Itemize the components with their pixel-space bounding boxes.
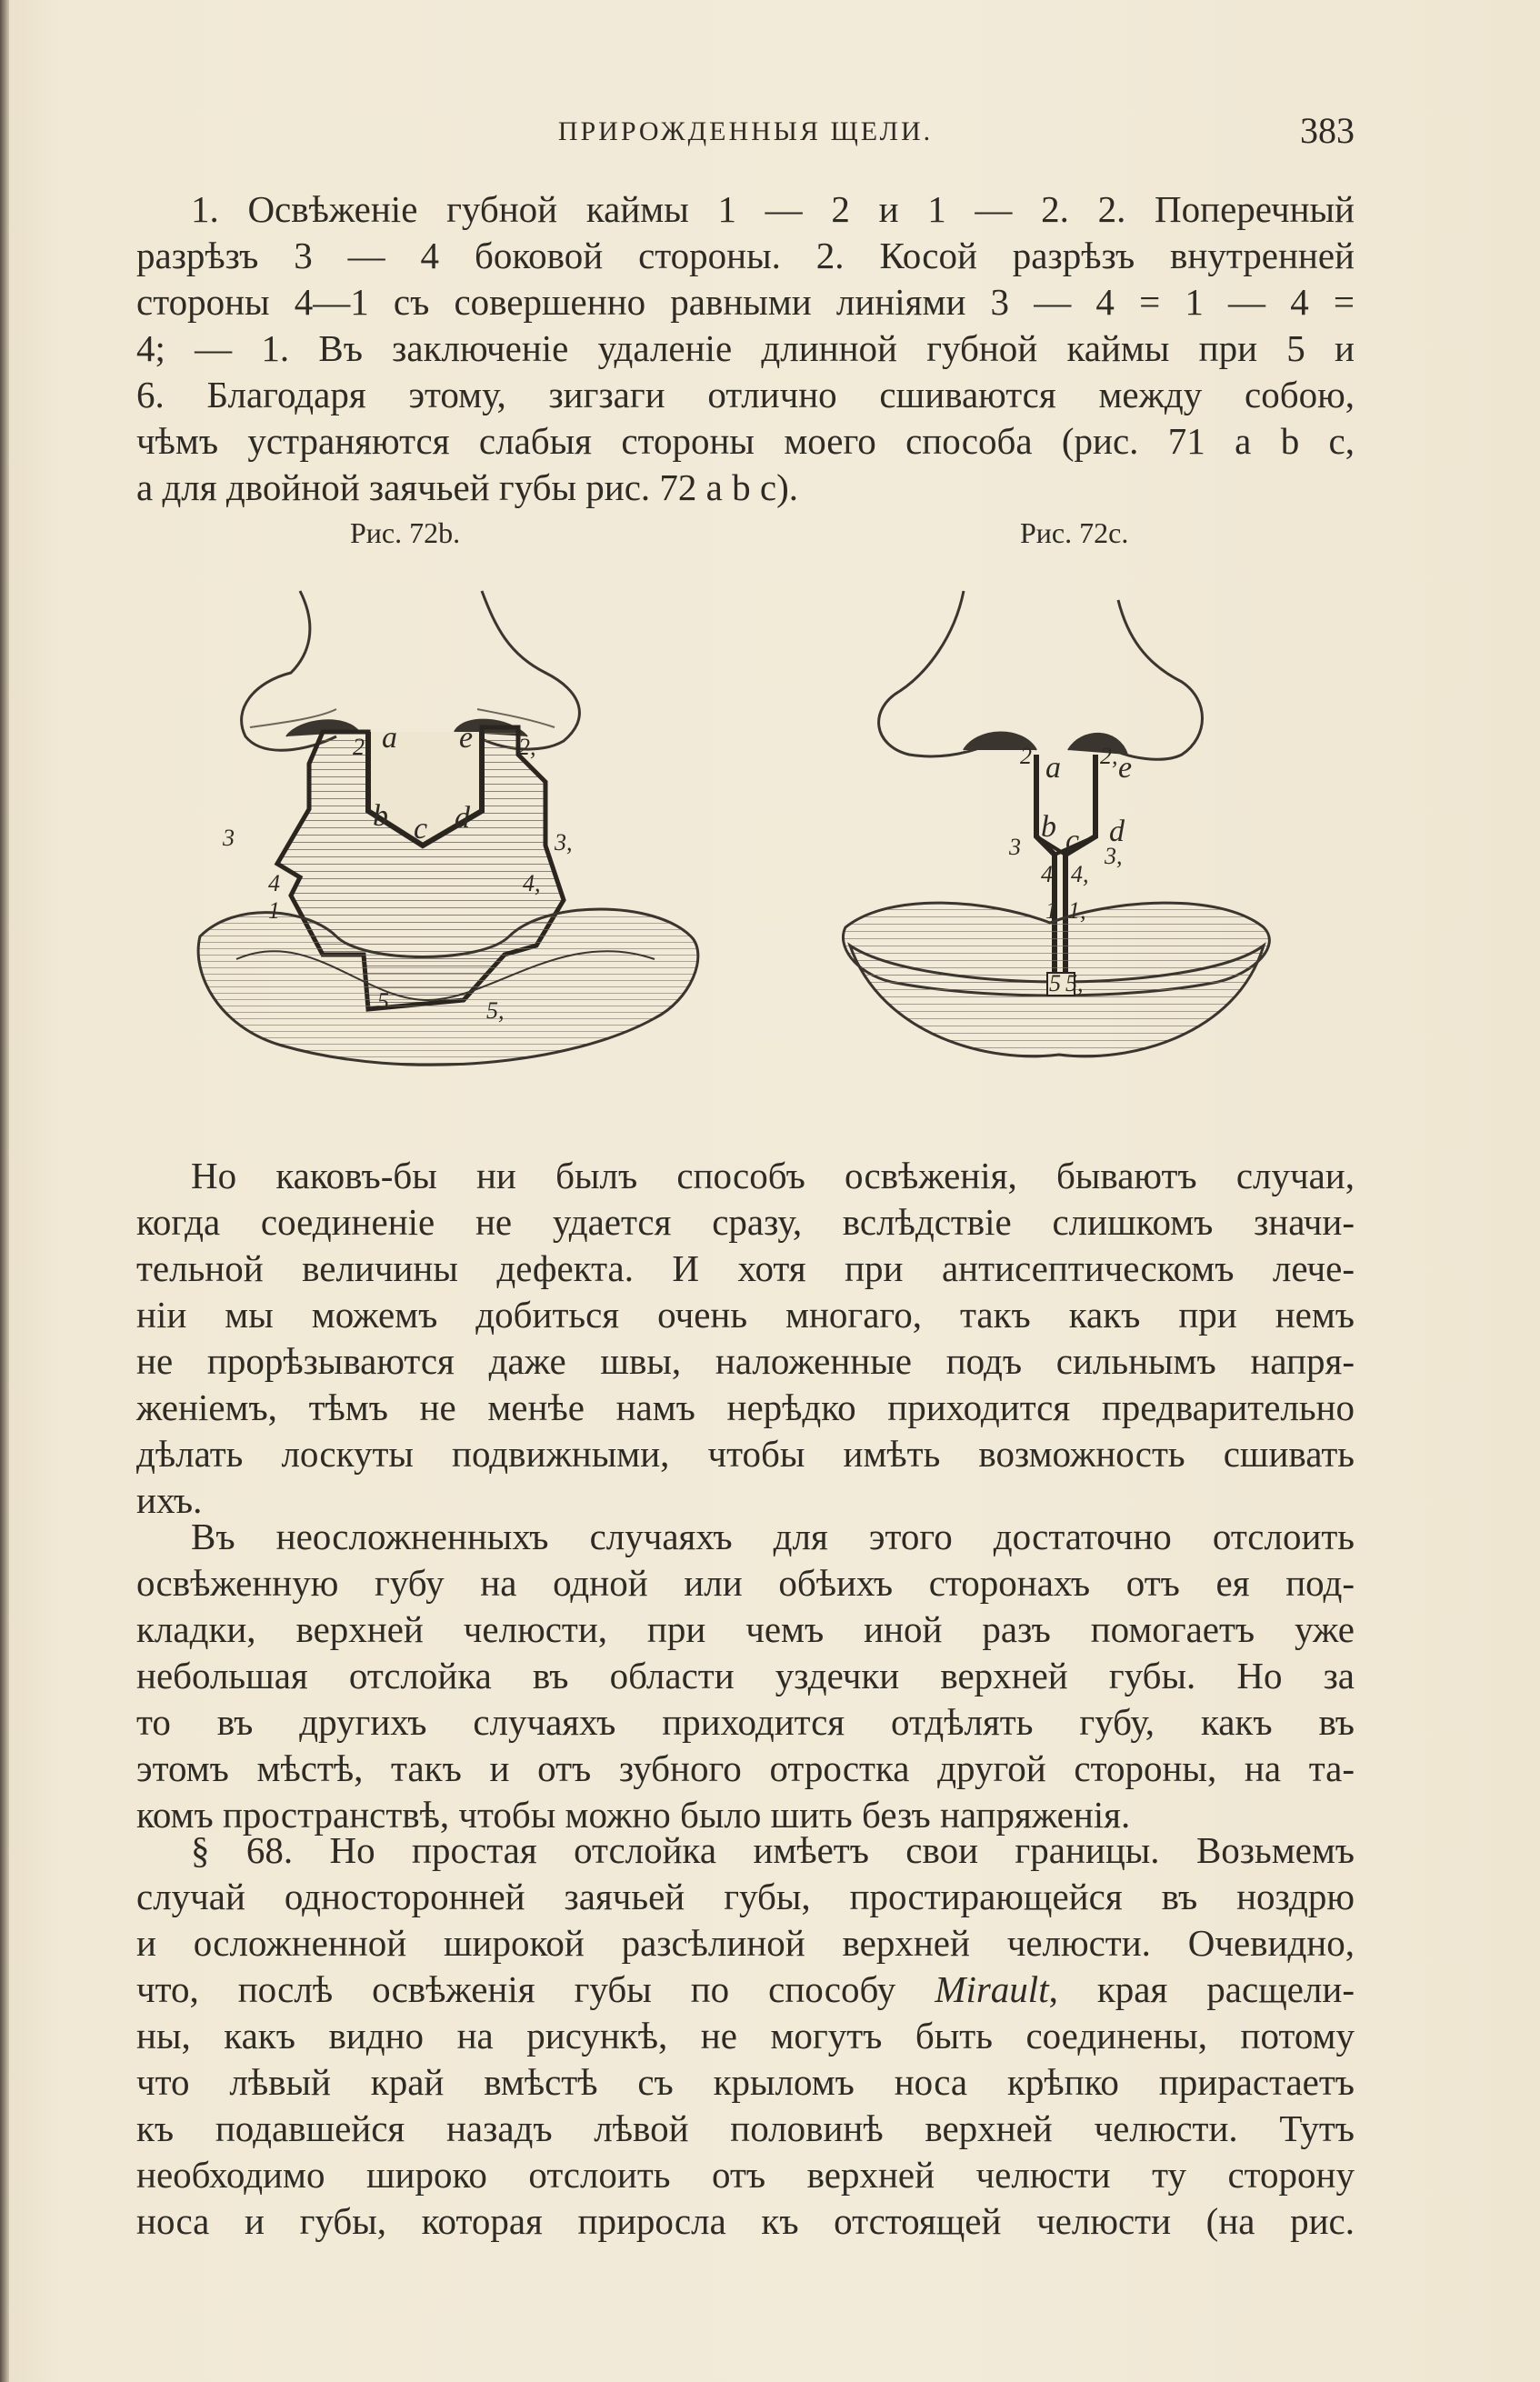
figure-caption-72b: Рис. 72b. [350, 516, 461, 549]
label-2-prime: 2, [1100, 743, 1118, 769]
text-line: носа и губы, которая приросла къ отстоящей челюсти (на рис. [136, 2200, 1355, 2242]
text-line: стороны 4—1 съ совершенно равными линіями 3 — 4 = 1 — 4 = [136, 281, 1355, 323]
label-5: 5 [1049, 970, 1061, 996]
text-line: къ подавшейся назадъ лѣвой половинѣ верхней челюсти. Тутъ [136, 2107, 1355, 2149]
text-line: то въ другихъ случаяхъ приходится отдѣлять губу, какъ въ [136, 1701, 1355, 1743]
text-line: ніи мы можемъ добиться очень многаго, такъ какъ при немъ [136, 1294, 1355, 1336]
text-line: кладки, верхней челюсти, при чемъ иной разъ помогаетъ уже [136, 1608, 1355, 1650]
text-fragment: что, послѣ освѣженія губы по способу [136, 1968, 935, 2010]
label-b: b [373, 799, 388, 833]
label-a: a [1045, 751, 1061, 785]
text-line: ихъ. [136, 1479, 203, 1521]
text-line: этомъ мѣстѣ, такъ и отъ зубного отростка другой стороны, на та- [136, 1747, 1355, 1789]
label-c: c [1065, 824, 1080, 857]
running-title: ПРИРОЖДЕННЫЯ ЩЕЛИ. [557, 116, 934, 146]
label-1-prime: 1, [1068, 897, 1086, 924]
paragraph-1 [136, 186, 1355, 511]
text-line: что лѣвый край вмѣстѣ съ крыломъ носа крѣпко прирастаетъ [136, 2061, 1355, 2103]
label-4: 4 [268, 870, 280, 896]
page-number: 383 [1300, 110, 1355, 151]
label-4: 4 [1041, 861, 1053, 887]
figure-caption-72c: Рис. 72c. [1020, 516, 1129, 549]
text-line: и осложненной широкой разсѣлиной верхней челюсти. Очевидно, [136, 1922, 1355, 1964]
text-line: женіемъ, тѣмъ не менѣе намъ нерѣдко приходится предварительно [136, 1386, 1355, 1428]
text-line: не прорѣзываются даже швы, наложенные подъ сильнымъ напря- [136, 1340, 1355, 1382]
label-2: 2 [1020, 743, 1032, 769]
figure-72c-illustration [827, 582, 1336, 1127]
label-b: b [1041, 810, 1056, 844]
text-line: комъ пространствѣ, чтобы можно было шить безъ напряженія. [136, 1794, 1131, 1836]
figure-72b [182, 573, 745, 1136]
text-line: а для двойной заячьей губы рис. 72 а b с). [136, 466, 798, 508]
label-1: 1 [1045, 897, 1057, 924]
label-3: 3 [1009, 834, 1021, 860]
label-3-prime: 3, [555, 829, 573, 856]
label-3-prime: 3, [1105, 843, 1123, 869]
label-4-prime: 4, [1071, 861, 1089, 887]
label-c: c [414, 812, 428, 846]
text-line: 1. Освѣженіе губной каймы 1 — 2 и 1 — 2. 2. Поперечный [191, 188, 1355, 230]
text-line: необходимо широко отслоить отъ верхней челюсти ту сторону [136, 2154, 1355, 2196]
label-5: 5 [377, 988, 389, 1015]
label-e: e [1118, 751, 1133, 785]
text-line: когда соединеніе не удается сразу, вслѣдствіе слишкомъ значи- [136, 1201, 1355, 1243]
text-line: разрѣзъ 3 — 4 боковой стороны. 2. Косой разрѣзъ внутренней [136, 235, 1355, 276]
paragraph-2 [136, 1153, 1355, 1524]
text-fragment: , края расщели- [1048, 1968, 1355, 2010]
page-header [136, 109, 1355, 155]
label-a: a [382, 721, 397, 755]
text-line: чѣмъ устраняются слабыя стороны моего способа (рис. 71 а b с, [136, 420, 1355, 462]
text-line: дѣлать лоскуты подвижными, чтобы имѣть возможность сшивать [136, 1433, 1355, 1475]
text-line-with-author [136, 1967, 1355, 2013]
label-4-prime: 4, [523, 870, 541, 896]
text-line: случай односторонней заячьей губы, простирающейся въ ноздрю [136, 1876, 1355, 1917]
figure-72b-illustration [182, 573, 745, 1136]
text-line: освѣженную губу на одной или обѣихъ сторонахъ отъ ея под- [136, 1562, 1355, 1604]
label-5-prime: 5, [1065, 970, 1084, 996]
author-name-mirault: Mirault [935, 1968, 1049, 2010]
label-2-prime: 2, [518, 734, 536, 760]
text-line: небольшая отслойка въ области уздечки верхней губы. Но за [136, 1655, 1355, 1696]
text-line: ны, какъ видно на рисункѣ, не могутъ быть соединены, потому [136, 2015, 1355, 2057]
text-line: Въ неосложненныхъ случаяхъ для этого достаточно отслоить [191, 1516, 1355, 1557]
page-spine-shadow [0, 0, 9, 2382]
paragraph-3 [136, 1514, 1355, 1838]
text-line: 4; — 1. Въ заключеніе удаленіе длинной губной каймы при 5 и [136, 327, 1355, 369]
text-line: 6. Благодаря этому, зигзаги отлично сшиваются между собою, [136, 374, 1355, 415]
label-e: e [459, 721, 474, 755]
text-line: Но каковъ-бы ни былъ способъ освѣженія, бываютъ случаи, [191, 1155, 1355, 1196]
figure-72c [827, 582, 1336, 1127]
paragraph-4 [136, 1827, 1355, 2245]
section-heading-line: § 68. Но простая отслойка имѣетъ свои границы. Возьмемъ [191, 1829, 1355, 1871]
label-1: 1 [268, 897, 280, 924]
label-3: 3 [223, 825, 235, 851]
text-line: тельной величины дефекта. И хотя при антисептическомъ лече- [136, 1247, 1355, 1289]
label-d: d [455, 801, 470, 835]
label-5-prime: 5, [486, 997, 505, 1024]
label-d: d [1109, 815, 1125, 848]
label-2: 2 [353, 734, 365, 760]
